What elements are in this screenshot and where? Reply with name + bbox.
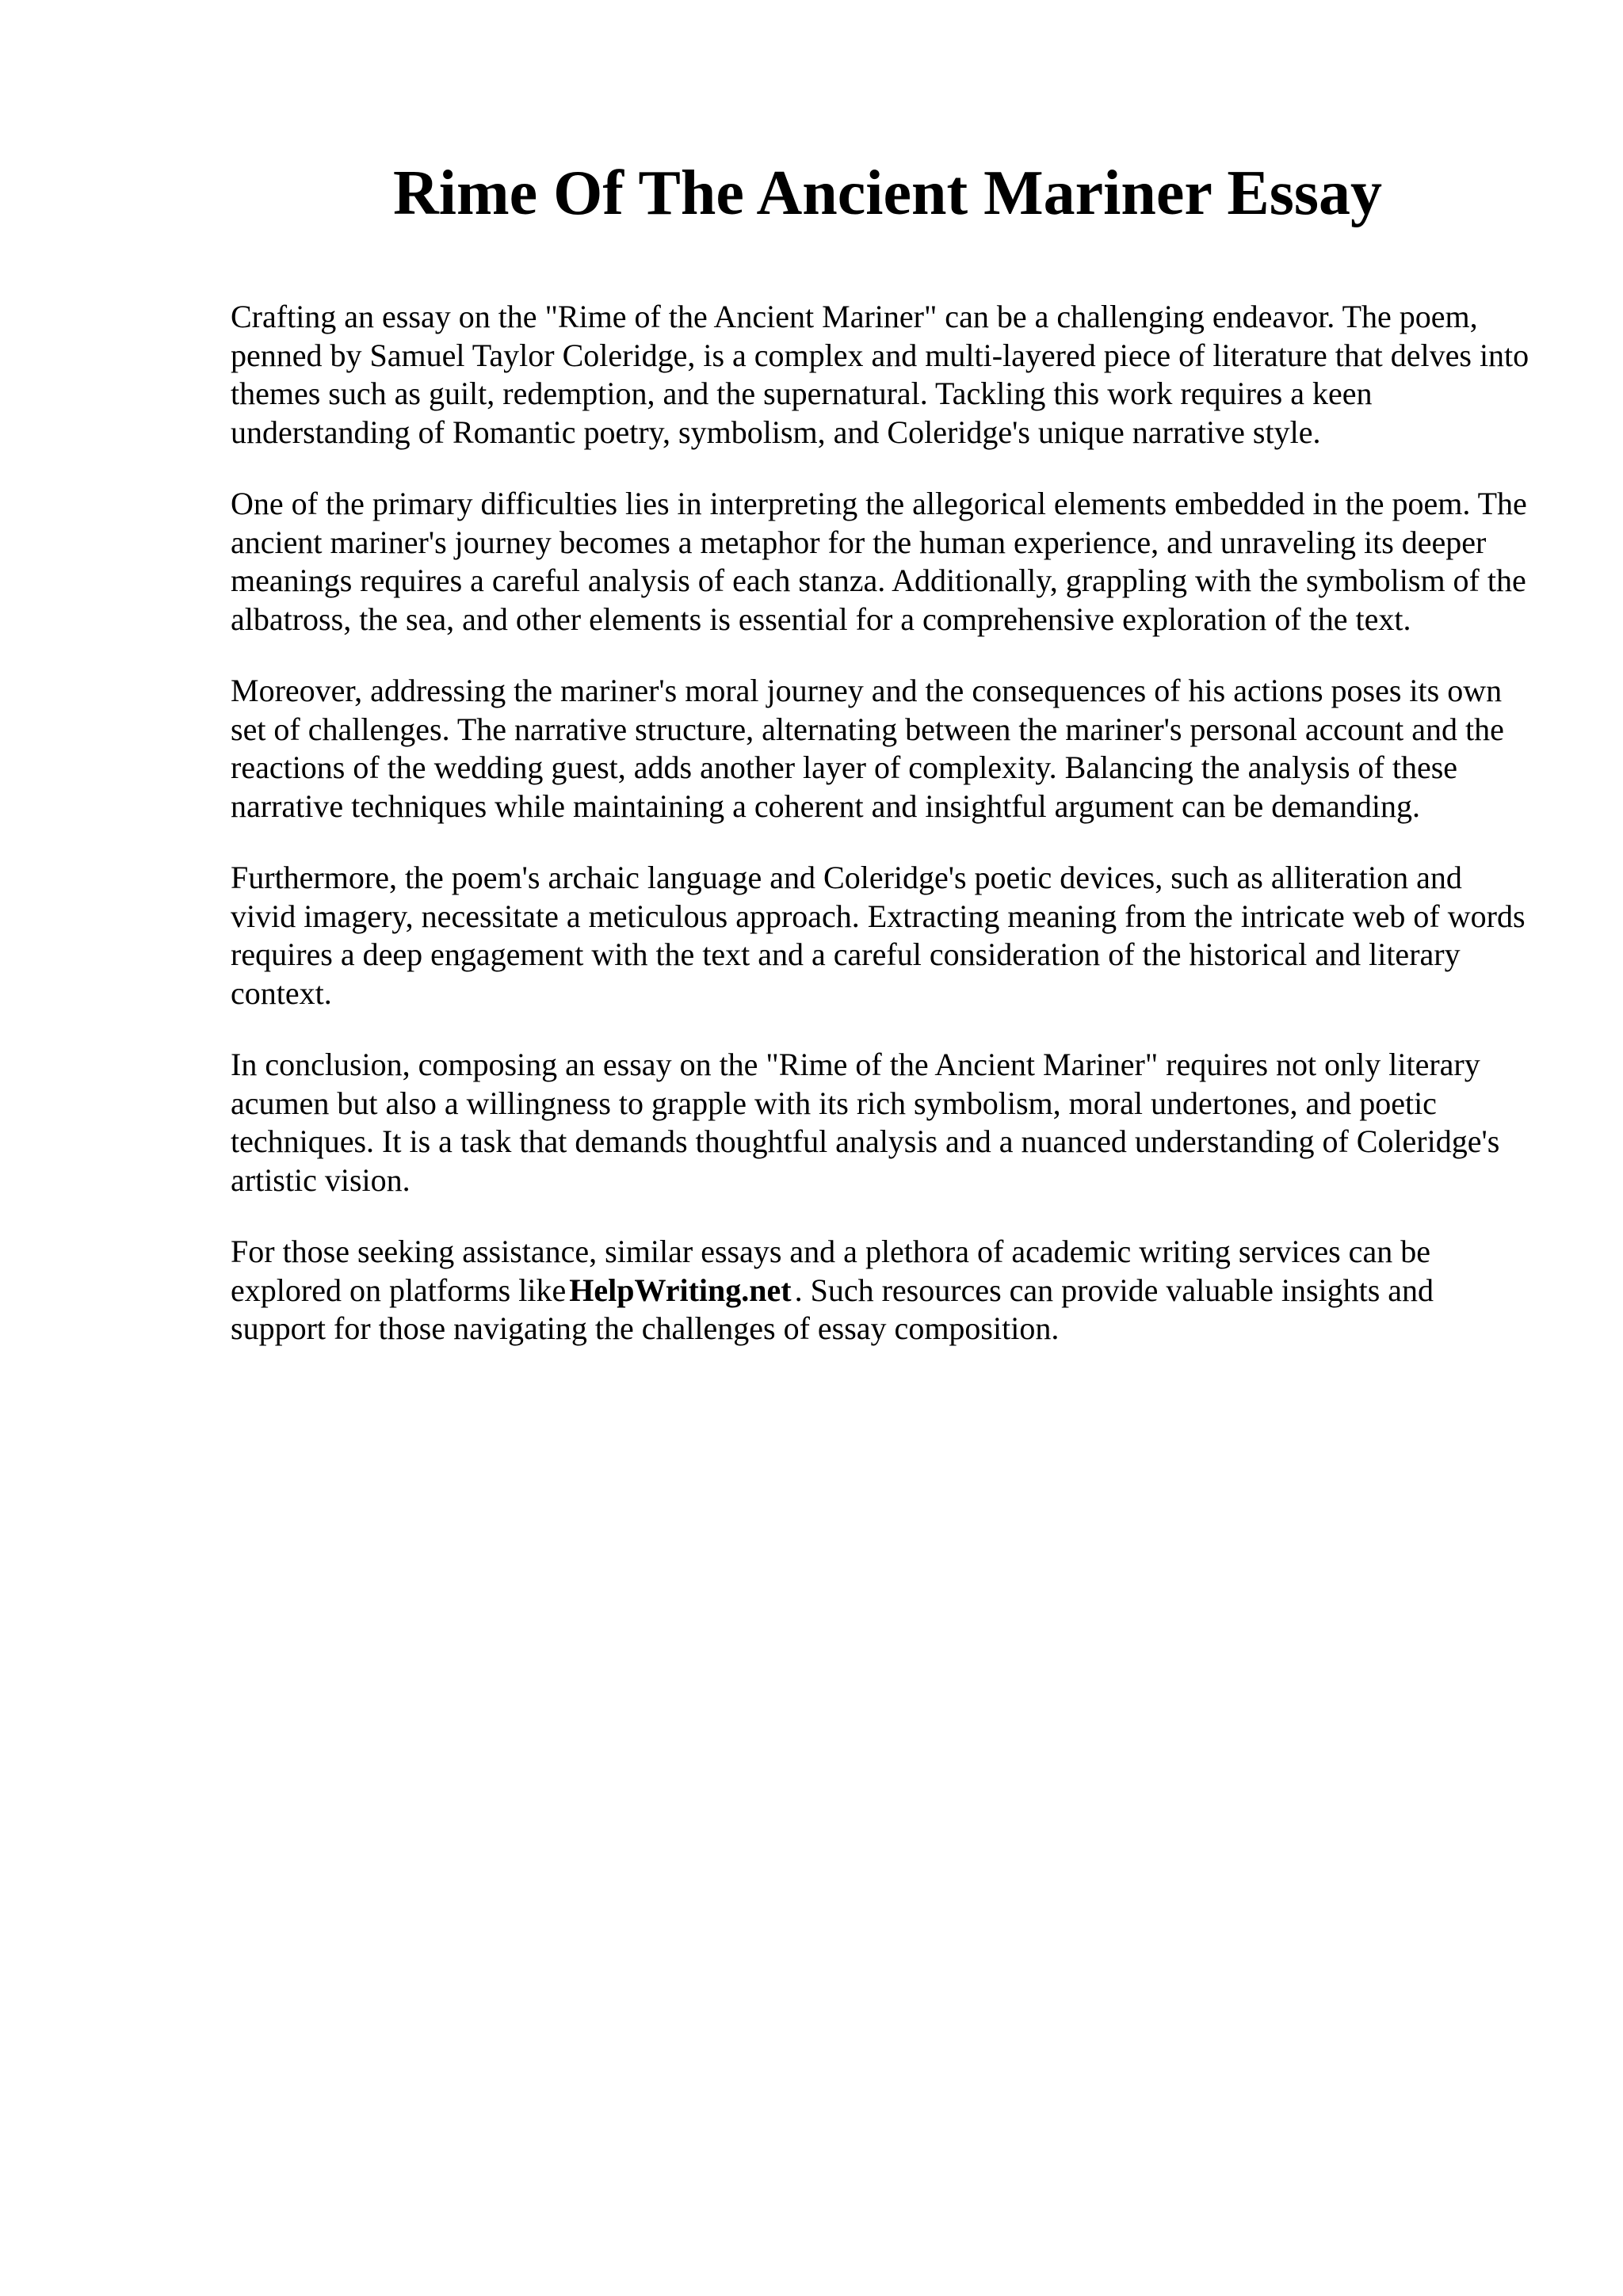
paragraph-5: In conclusion, composing an essay on the "Rime of the Ancient Mariner" requires not only literary acumen but also a willingness to grapple with its rich symbolism, moral undertones, and poetic techniques. It is a task that demands thoughtful analysis and a nuanced understanding of Coleridge's artistic vision.: [231, 1047, 1500, 1198]
paragraph-2: One of the primary difficulties lies in interpreting the allegorical elements embedded in the poem. The ancient mariner's journey becomes a metaphor for the human experience, and unraveling its deeper meanings requires a careful analysis of each stanza. Additionally, grappling with the symbolism of the albatross, the sea, and other elements is essential for a comprehensive exploration of the text.: [231, 486, 1527, 637]
paragraph-6-text-before-link: For those seeking assistance, similar essays and a plethora of academic writing services can be explored on platforms like: [231, 1234, 1430, 1308]
paragraph-4: Furthermore, the poem's archaic language and Coleridge's poetic devices, such as alliteration and vivid imagery, necessitate a meticulous approach. Extracting meaning from the intricate web of words requires a deep engagement with the text and a careful consideration of the historical and literary context.: [231, 860, 1526, 1011]
paragraph-6-text-after-link: . Such resources can provide valuable insights and support for those navigating the challenges of essay composition.: [231, 1272, 1434, 1346]
paragraph-1: Crafting an essay on the "Rime of the Ancient Mariner" can be a challenging endeavor. The poem, penned by Samuel Taylor Coleridge, is a complex and multi-layered piece of literature that delves into themes such as guilt, redemption, and the supernatural. Tackling this work requires a keen understanding of Romantic poetry, symbolism, and Coleridge's unique narrative style.: [231, 299, 1529, 450]
paragraph-6: [231, 1233, 1530, 1348]
helpwriting-link[interactable]: HelpWriting.net: [569, 1272, 792, 1308]
page-title: Rime Of The Ancient Mariner Essay: [392, 158, 1383, 228]
essay-body: [231, 298, 1530, 1382]
paragraph-3: Moreover, addressing the mariner's moral journey and the consequences of his actions poses its own set of challenges. The narrative structure, alternating between the mariner's personal account and the reactions of the wedding guest, adds another layer of complexity. Balancing the analysis of these narrative techniques while maintaining a coherent and insightful argument can be demanding.: [231, 673, 1504, 824]
